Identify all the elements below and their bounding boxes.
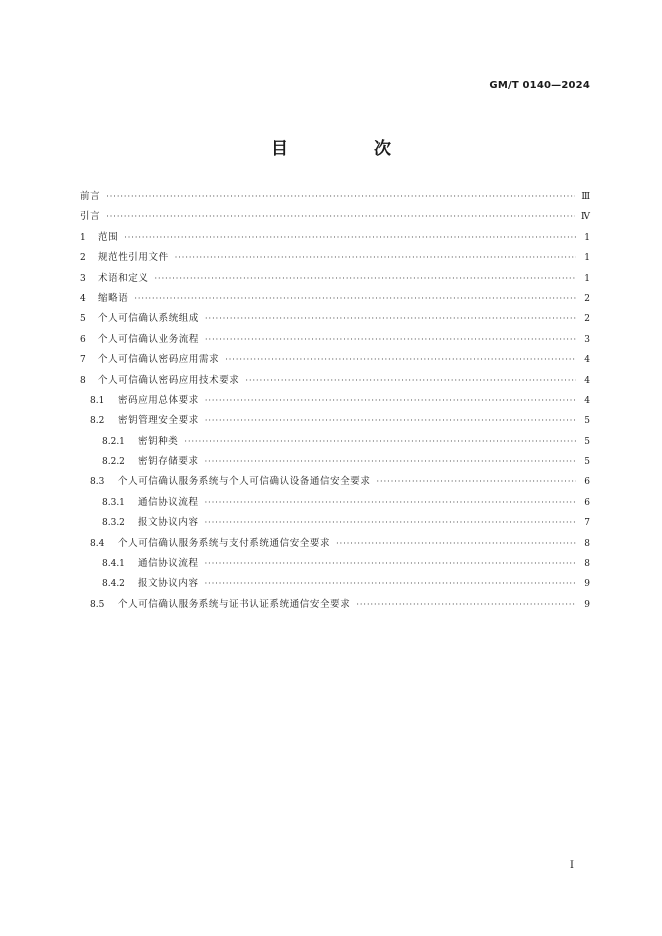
toc-dot-leader (134, 294, 576, 303)
toc-entry[interactable] (80, 433, 590, 453)
standard-code: GM/T 0140—2024 (489, 80, 590, 91)
toc-entry-page: 1 (584, 273, 590, 284)
toc-entry[interactable] (80, 372, 590, 392)
toc-entry-title: 个人可信确认系统组成 (98, 313, 200, 325)
toc-entry-page: 6 (584, 477, 590, 488)
toc-entry[interactable] (80, 188, 590, 208)
toc-entry-number: 8.3.1 (102, 497, 125, 508)
toc-dot-leader (124, 233, 576, 242)
toc-entry-number: 8.4.2 (102, 579, 125, 590)
toc-entry[interactable] (80, 310, 590, 330)
page-folio: Ⅰ (570, 860, 574, 871)
toc-entry-title: 引言 (80, 211, 101, 223)
toc-dot-leader (205, 498, 576, 507)
table-of-contents (80, 188, 590, 616)
toc-entry-page: 3 (584, 334, 590, 345)
toc-dot-leader (205, 559, 576, 568)
toc-entry-page: 5 (584, 436, 590, 447)
toc-entry-number: 3 (80, 273, 86, 284)
toc-dot-leader (205, 335, 576, 344)
toc-entry-number: 6 (80, 334, 86, 345)
toc-entry[interactable] (80, 290, 590, 310)
toc-dot-leader (205, 416, 576, 425)
toc-entry-title: 密钥管理安全要求 (118, 415, 199, 427)
toc-entry[interactable] (80, 351, 590, 371)
toc-entry-number: 8.3 (90, 477, 105, 488)
toc-entry-page: 1 (584, 253, 590, 264)
toc-entry[interactable] (80, 249, 590, 269)
toc-entry-number: 7 (80, 355, 86, 366)
toc-entry-title: 个人可信确认服务系统与个人可信确认设备通信安全要求 (118, 476, 371, 488)
toc-entry[interactable] (80, 575, 590, 595)
page-title: 目 次 (271, 139, 431, 159)
toc-entry-title: 个人可信确认密码应用技术要求 (98, 374, 240, 386)
toc-entry-page: Ⅲ (581, 192, 590, 202)
toc-entry-title: 通信协议流程 (138, 558, 199, 570)
toc-entry[interactable] (80, 494, 590, 514)
toc-entry-page: 9 (584, 599, 590, 610)
toc-dot-leader (205, 396, 576, 405)
toc-dot-leader (205, 579, 576, 588)
toc-entry-page: 9 (584, 579, 590, 590)
toc-entry-title: 密钥种类 (138, 435, 179, 447)
toc-entry-page: 8 (584, 538, 590, 549)
toc-entry-number: 8 (80, 375, 86, 386)
toc-entry[interactable] (80, 208, 590, 228)
toc-entry-page: 6 (584, 497, 590, 508)
toc-entry-number: 8.1 (90, 395, 105, 406)
toc-entry-page: 4 (584, 355, 590, 366)
toc-entry-page: 5 (584, 416, 590, 427)
toc-entry-number: 8.4 (90, 538, 105, 549)
toc-dot-leader (225, 355, 576, 364)
toc-entry-page: 4 (584, 375, 590, 386)
toc-entry[interactable] (80, 514, 590, 534)
toc-entry-title: 个人可信确认服务系统与证书认证系统通信安全要求 (118, 598, 351, 610)
toc-entry-number: 2 (80, 253, 86, 264)
toc-entry-page: 4 (584, 395, 590, 406)
toc-entry-page: 7 (584, 518, 590, 529)
toc-entry-title: 术语和定义 (98, 272, 149, 284)
toc-entry-title: 前言 (80, 191, 101, 202)
toc-entry[interactable] (80, 392, 590, 412)
toc-dot-leader (106, 212, 575, 221)
toc-entry[interactable] (80, 596, 590, 616)
toc-entry-title: 通信协议流程 (138, 496, 199, 508)
toc-entry-title: 密钥存储要求 (138, 456, 199, 468)
toc-entry-number: 5 (80, 314, 86, 325)
toc-entry-page: 2 (584, 314, 590, 325)
toc-entry-number: 8.2 (90, 416, 105, 427)
toc-dot-leader (175, 253, 576, 262)
toc-entry-number: 8.5 (90, 599, 105, 610)
toc-entry-title: 报文协议内容 (138, 578, 199, 590)
toc-entry[interactable] (80, 535, 590, 555)
toc-dot-leader (205, 518, 576, 527)
toc-dot-leader (377, 477, 576, 486)
toc-dot-leader (205, 314, 576, 323)
toc-entry-number: 8.2.2 (102, 457, 125, 468)
toc-entry[interactable] (80, 331, 590, 351)
toc-dot-leader (245, 376, 576, 385)
toc-entry-title: 密码应用总体要求 (118, 394, 199, 406)
toc-entry-number: 8.2.1 (102, 436, 125, 447)
toc-entry-title: 规范性引用文件 (98, 252, 169, 264)
toc-entry-page: 5 (584, 457, 590, 468)
toc-entry-title: 个人可信确认服务系统与支付系统通信安全要求 (118, 537, 331, 549)
toc-entry[interactable] (80, 412, 590, 432)
toc-dot-leader (336, 539, 576, 548)
toc-entry[interactable] (80, 555, 590, 575)
toc-entry-title: 范围 (98, 231, 119, 243)
toc-entry-number: 1 (80, 232, 86, 243)
toc-entry[interactable] (80, 229, 590, 249)
toc-entry[interactable] (80, 473, 590, 493)
toc-entry-title: 个人可信确认业务流程 (98, 333, 200, 345)
toc-entry-page: 8 (584, 559, 590, 570)
toc-entry-title: 报文协议内容 (138, 517, 199, 529)
toc-dot-leader (106, 192, 575, 201)
toc-entry-page: 2 (584, 293, 590, 304)
toc-entry-number: 8.3.2 (102, 518, 125, 529)
toc-dot-leader (184, 437, 576, 446)
toc-entry[interactable] (80, 270, 590, 290)
toc-entry-number: 8.4.1 (102, 559, 125, 570)
toc-entry-title: 缩略语 (98, 292, 129, 304)
toc-entry-page: 1 (584, 232, 590, 243)
toc-dot-leader (356, 600, 576, 609)
toc-dot-leader (205, 457, 576, 466)
toc-dot-leader (155, 274, 576, 283)
toc-entry-page: Ⅳ (581, 212, 590, 223)
toc-entry[interactable] (80, 453, 590, 473)
toc-entry-number: 4 (80, 293, 86, 304)
toc-entry-title: 个人可信确认密码应用需求 (98, 354, 220, 366)
